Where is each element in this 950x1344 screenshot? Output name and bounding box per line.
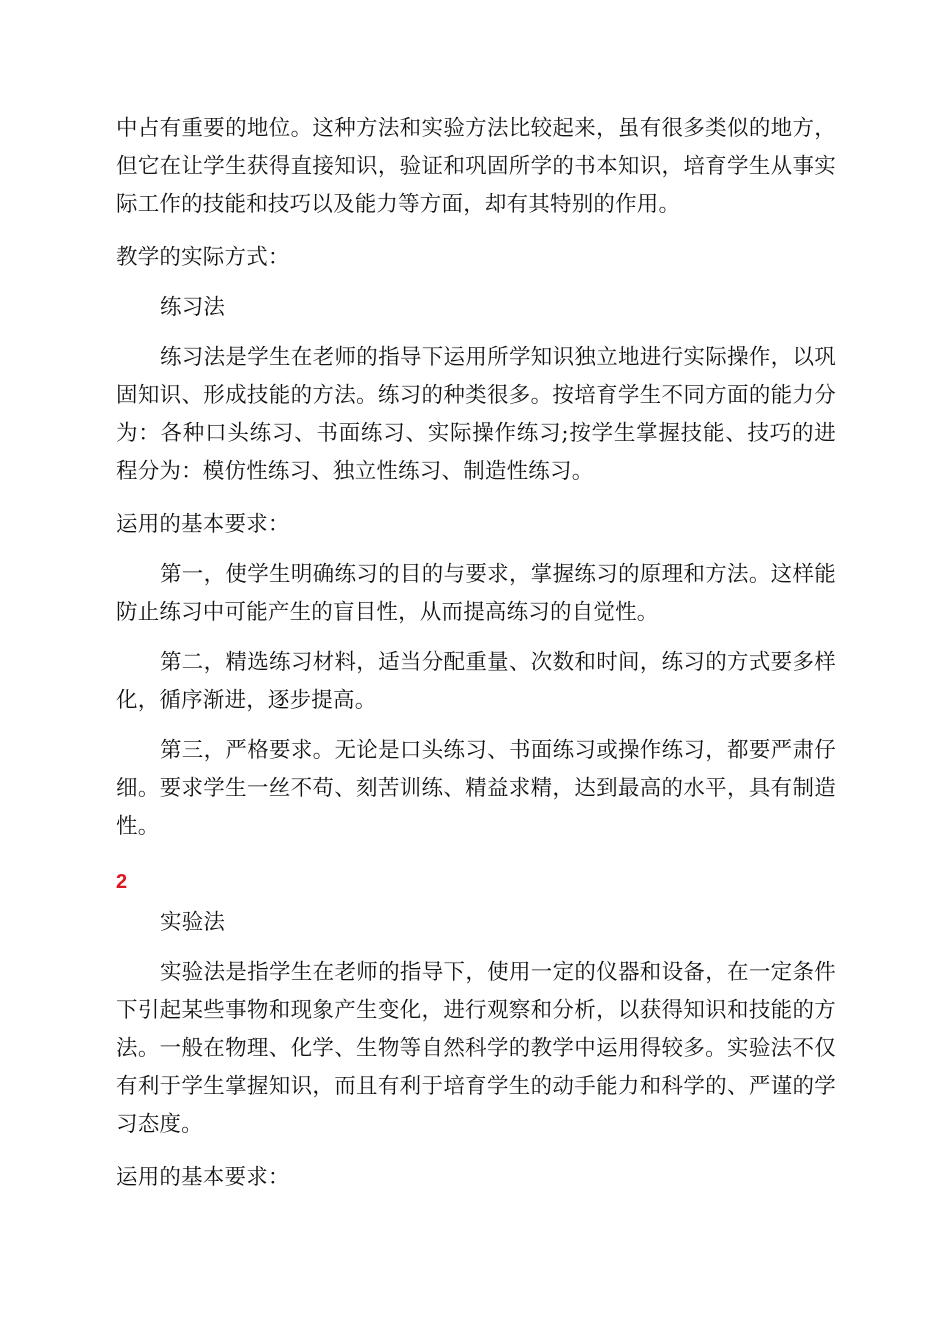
paragraph-requirement-second: 第二，精选练习材料，适当分配重量、次数和时间，练习的方式要多样化，循序渐进，逐步提高。 xyxy=(116,650,836,713)
page-number: 2 xyxy=(116,871,128,893)
section-heading-teaching-methods: 教学的实际方式： xyxy=(116,245,290,270)
paragraph-practice-method: 练习法是学生在老师的指导下运用所学知识独立地进行实际操作，以巩固知识、形成技能的方法。练习的种类很多。按培育学生不同方面的能力分为：各种口头练习、书面练习、实际操作练习;按学生掌握技能、技巧的进程分为：模仿性练习、独立性练习、制造性练习。 xyxy=(116,345,836,484)
heading-basic-requirements-2: 运用的基本要求： xyxy=(116,1165,290,1190)
paragraph-intro: 中占有重要的地位。这种方法和实验方法比较起来，虽有很多类似的地方，但它在让学生获得直接知识，验证和巩固所学的书本知识，培育学生从事实际工作的技能和技巧以及能力等方面，却有其特别的作用。 xyxy=(116,116,836,217)
document-page xyxy=(116,110,836,1197)
heading-basic-requirements: 运用的基本要求： xyxy=(116,512,290,537)
paragraph-requirement-first: 第一，使学生明确练习的目的与要求，掌握练习的原理和方法。这样能防止练习中可能产生的盲目性，从而提高练习的自觉性。 xyxy=(116,562,836,625)
subheading-practice-method: 练习法 xyxy=(160,295,226,320)
paragraph-requirement-third: 第三，严格要求。无论是口头练习、书面练习或操作练习，都要严肃仔细。要求学生一丝不苟、刻苦训练、精益求精，达到最高的水平，具有制造性。 xyxy=(116,738,836,839)
paragraph-experiment-method: 实验法是指学生在老师的指导下，使用一定的仪器和设备，在一定条件下引起某些事物和现象产生变化，进行观察和分析，以获得知识和技能的方法。一般在物理、化学、生物等自然科学的教学中运用得较多。实验法不仅有利于学生掌握知识，而且有利于培育学生的动手能力和科学的、严谨的学习态度。 xyxy=(116,960,836,1137)
subheading-experiment-method: 实验法 xyxy=(160,910,226,935)
